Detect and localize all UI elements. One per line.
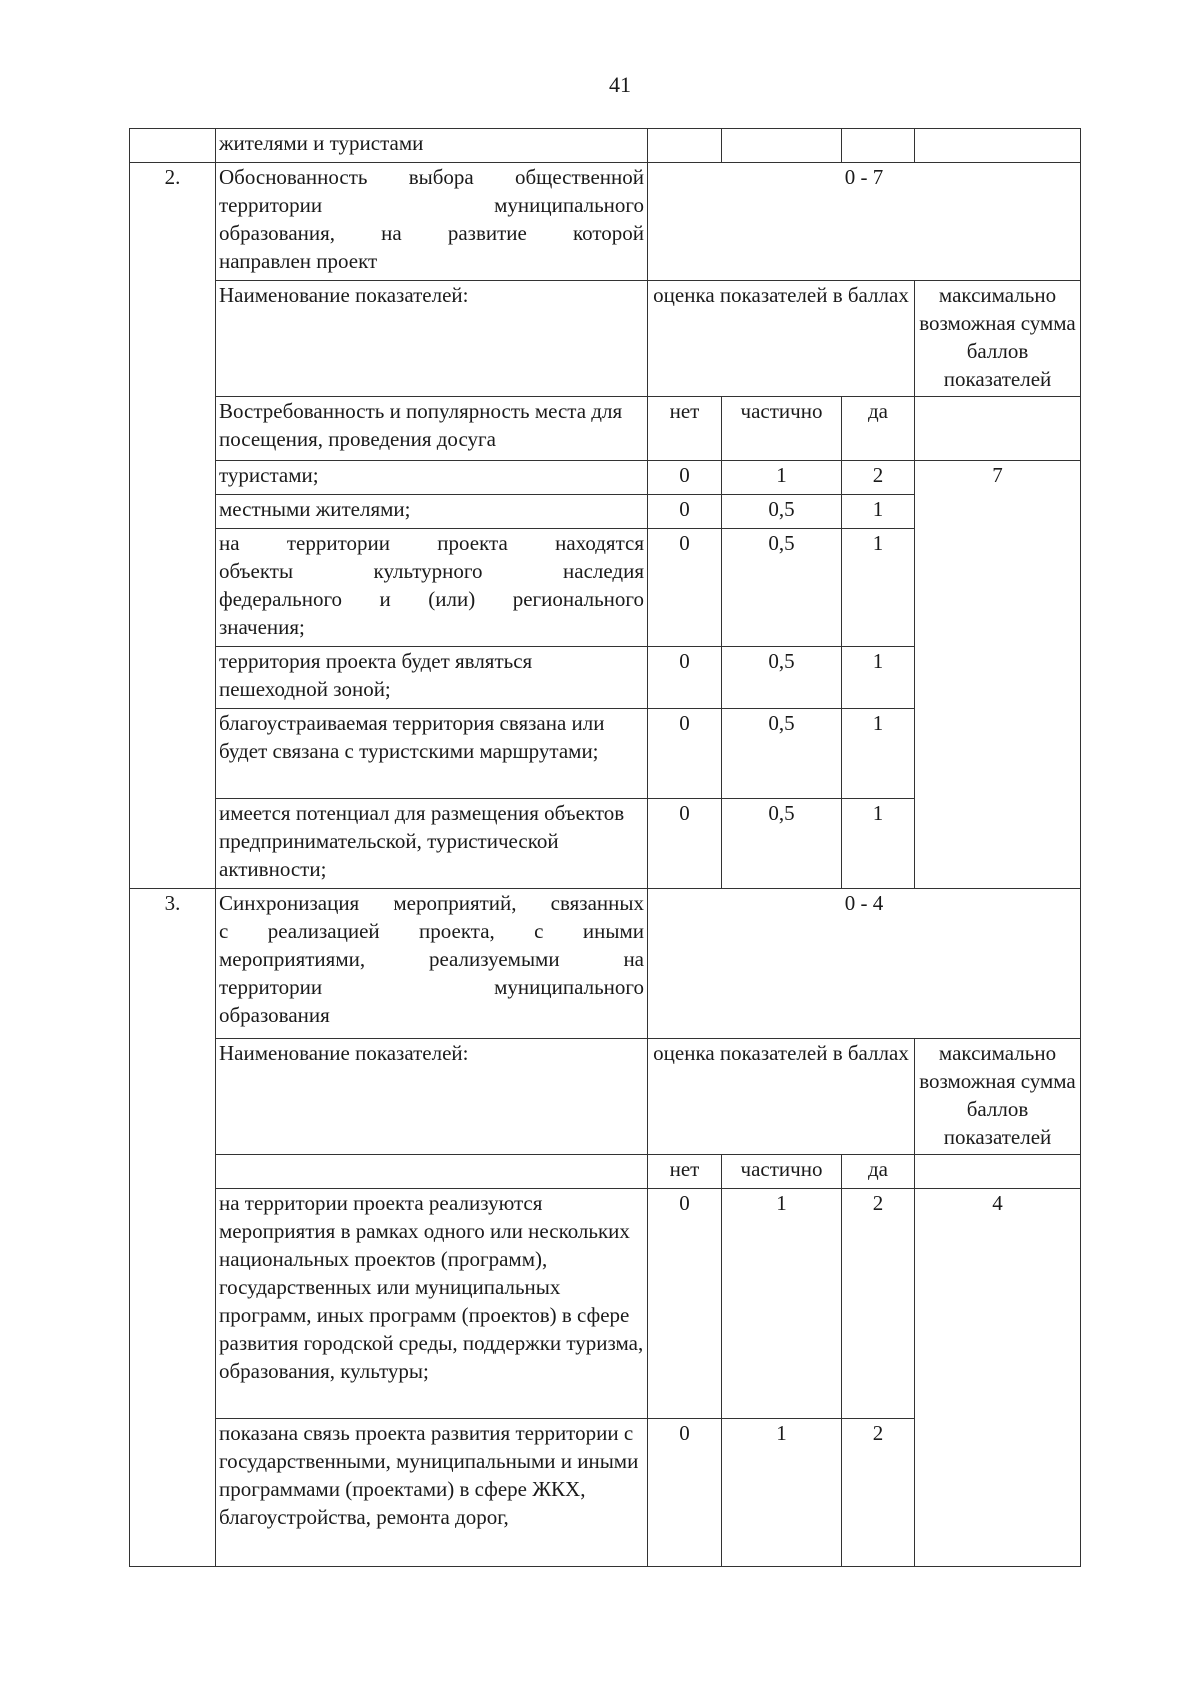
indicator-text: туристами; [216,461,648,495]
score-partial: 0,5 [722,799,842,889]
score-yes: 1 [842,799,915,889]
table-row [130,1189,1081,1419]
indicator-name-header: Наименование показателей: [216,1039,648,1155]
score-yes: 1 [842,647,915,709]
num-cell-empty [130,129,216,163]
section3-range: 0 - 4 [648,889,1081,1039]
indicator-text: благоустраиваемая территория связана или будет связана с туристскими маршрутами; [216,709,648,799]
col-partial-label: частично [722,1155,842,1189]
section3-max-total: 4 [915,1189,1081,1567]
section3-title: Синхронизация мероприятий, связанных с реализацией проекта, с иными мероприятиями, реализуемыми на территории муниципального образования [216,889,648,1039]
section2-header-row [130,281,1081,397]
section3-subheader-row [130,1155,1081,1189]
empty-cell [722,129,842,163]
score-partial: 0,5 [722,709,842,799]
score-no: 0 [648,461,722,495]
col-partial-label: частично [722,397,842,461]
section3-number: 3. [130,889,216,1567]
max-sum-header: максимально возможная сумма баллов показателей [915,1039,1081,1155]
carryover-text: жителями и туристами [216,129,648,163]
indicator-text: имеется потенциал для размещения объектов предпринимательской, туристической активности; [216,799,648,889]
score-partial: 1 [722,1419,842,1567]
score-header: оценка показателей в баллах [648,1039,915,1155]
score-partial: 1 [722,461,842,495]
indicator-text: на территории проекта находятся объекты культурного наследия федерального и (или) регионального значения; [216,529,648,647]
section2-title: Обоснованность выбора общественной территории муниципального образования, на развитие которой направлен проект [216,163,648,281]
empty-cell [648,129,722,163]
score-partial: 0,5 [722,647,842,709]
score-yes: 2 [842,461,915,495]
score-yes: 2 [842,1189,915,1419]
indicator-text: территория проекта будет являться пешеходной зоной; [216,647,648,709]
score-no: 0 [648,1419,722,1567]
score-no: 0 [648,709,722,799]
score-yes: 1 [842,709,915,799]
score-no: 0 [648,529,722,647]
section3-header-row [130,1039,1081,1155]
empty-cell [842,129,915,163]
score-no: 0 [648,799,722,889]
max-sum-header: максимально возможная сумма баллов показателей [915,281,1081,397]
col-no-label: нет [648,397,722,461]
table-row-carryover [130,129,1081,163]
indicator-text: показана связь проекта развития территории с государственными, муниципальными и иными программами (проектами) в сфере ЖКХ, благоустройства, ремонта дорог, [216,1419,648,1567]
col-yes-label: да [842,1155,915,1189]
empty-cell [915,397,1081,461]
section2-max-total: 7 [915,461,1081,889]
score-partial: 0,5 [722,529,842,647]
col-yes-label: да [842,397,915,461]
score-yes: 1 [842,495,915,529]
score-partial: 0,5 [722,495,842,529]
section2-subheader-row [130,397,1081,461]
indicator-text: местными жителями; [216,495,648,529]
empty-cell [915,1155,1081,1189]
section2-title-row [130,163,1081,281]
col-no-label: нет [648,1155,722,1189]
score-header: оценка показателей в баллах [648,281,915,397]
score-no: 0 [648,647,722,709]
section2-range: 0 - 7 [648,163,1081,281]
section2-subheader: Востребованность и популярность места для посещения, проведения досуга [216,397,648,461]
score-no: 0 [648,1189,722,1419]
empty-cell [216,1155,648,1189]
section3-title-row [130,889,1081,1039]
empty-cell [915,129,1081,163]
table-row [130,461,1081,495]
score-yes: 2 [842,1419,915,1567]
score-partial: 1 [722,1189,842,1419]
score-no: 0 [648,495,722,529]
indicator-text: на территории проекта реализуются мероприятия в рамках одного или нескольких национальных проектов (программ), государственных или муниципальных программ, иных программ (проектов) в сфере развития городской среды, поддержки туризма, образования, культуры; [216,1189,648,1419]
score-yes: 1 [842,529,915,647]
indicator-name-header: Наименование показателей: [216,281,648,397]
section2-number: 2. [130,163,216,889]
criteria-table [129,128,1081,1567]
page-number: 41 [609,72,631,97]
